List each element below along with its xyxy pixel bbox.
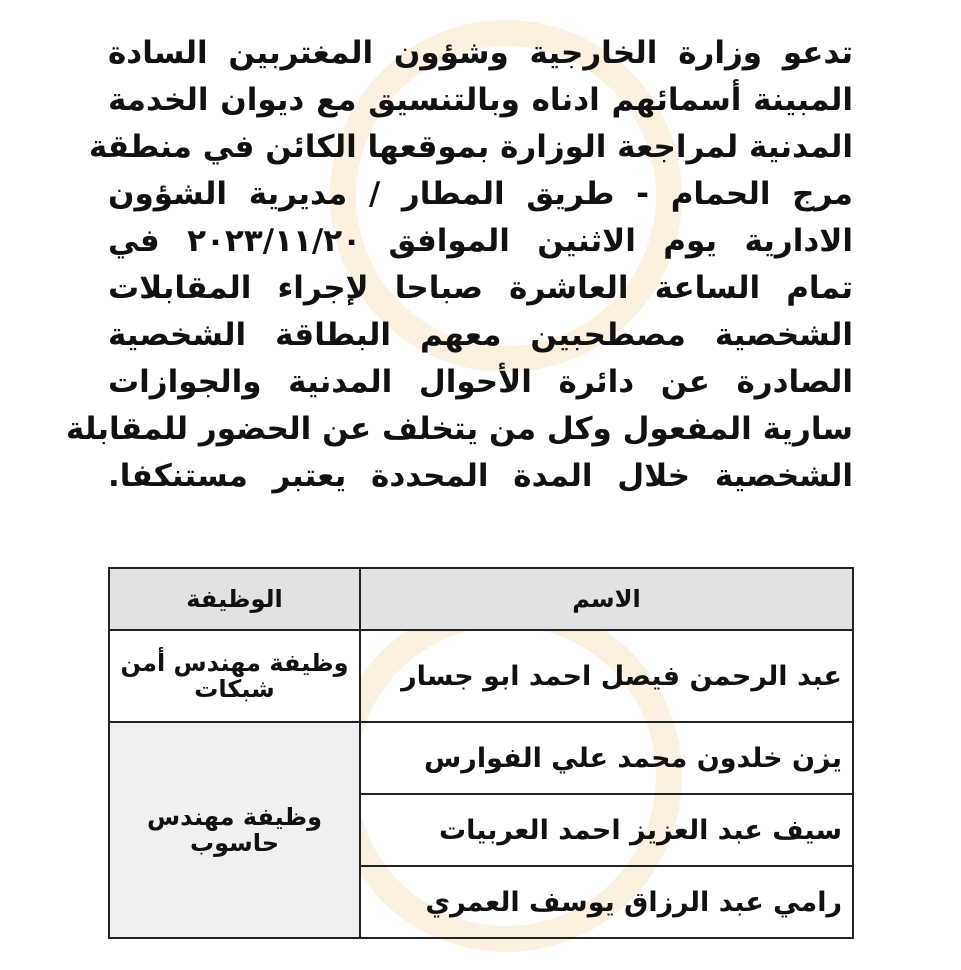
announcement-text	[65, 30, 853, 500]
text-line: الصادرة عن دائرة الأحوال المدنية والجوازات	[108, 364, 853, 400]
text-line: تمام الساعة العاشرة صباحا لإجراء المقابلات	[108, 270, 853, 306]
header-job: الوظيفة	[109, 568, 360, 630]
job-title: وظيفة مهندس أمن شبكات	[109, 630, 360, 722]
text-line: الشخصية مصطحبين معهم البطاقة الشخصية	[108, 317, 853, 353]
text-line: سارية المفعول وكل من يتخلف عن الحضور للمقابلة	[65, 411, 853, 447]
candidate-name: سيف عبد العزيز احمد العربيات	[360, 794, 853, 866]
table-row	[109, 630, 853, 722]
candidates-table	[108, 567, 854, 939]
header-name: الاسم	[360, 568, 853, 630]
table-header-row	[109, 568, 853, 630]
job-title: وظيفة مهندس حاسوب	[109, 722, 360, 938]
candidate-name: رامي عبد الرزاق يوسف العمري	[360, 866, 853, 938]
text-line: المدنية لمراجعة الوزارة بموقعها الكائن في منطقة	[88, 129, 853, 165]
text-line: الادارية يوم الاثنين الموافق ٢٠٢٣/١١/٢٠ في	[108, 223, 853, 259]
text-line: تدعو وزارة الخارجية وشؤون المغتربين السادة	[108, 35, 853, 71]
candidate-name: يزن خلدون محمد علي الفوارس	[360, 722, 853, 794]
text-line: مرج الحمام - طريق المطار / مديرية الشؤون	[108, 176, 853, 212]
table-row	[109, 722, 853, 794]
candidate-name: عبد الرحمن فيصل احمد ابو جسار	[360, 630, 853, 722]
text-line: الشخصية خلال المدة المحددة يعتبر مستنكفا.	[108, 458, 853, 494]
text-line: المبينة أسمائهم ادناه وبالتنسيق مع ديوان الخدمة	[108, 82, 853, 118]
